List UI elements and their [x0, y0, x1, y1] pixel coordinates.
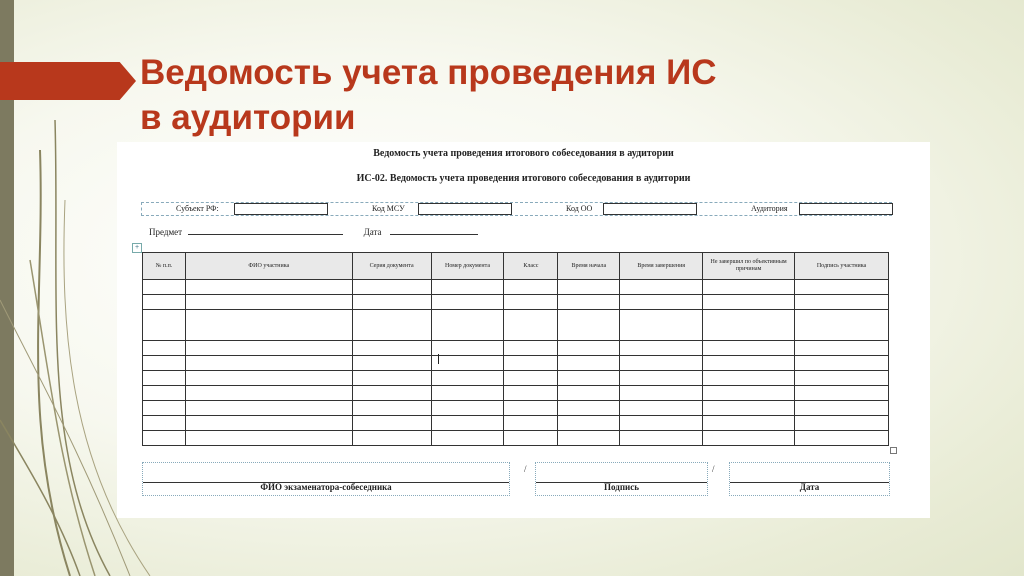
subject-line [188, 226, 343, 235]
oo-code-box [603, 203, 697, 215]
col-not-finished: Не завершил по объективным причинам [703, 253, 795, 280]
col-signature: Подпись участника [795, 253, 889, 280]
subject-rf-label: Субъект РФ: [176, 204, 219, 213]
participants-table [142, 252, 889, 446]
oo-code-label: Код ОО [566, 204, 593, 213]
signature-footer [142, 462, 890, 496]
table-header-row [143, 253, 889, 280]
table-move-handle-icon: + [132, 243, 142, 253]
table-row [143, 310, 889, 341]
table-row [143, 371, 889, 386]
table-row [143, 416, 889, 431]
date-label: Дата [363, 227, 382, 237]
title-flag [0, 62, 136, 100]
date-line [390, 226, 478, 235]
slash-1: / [524, 464, 527, 474]
row-end-marker [890, 447, 897, 454]
footer-date-label: Дата [799, 482, 820, 492]
col-doc-number: Номер документа [431, 253, 504, 280]
table-row [143, 280, 889, 295]
table-row [143, 341, 889, 356]
document-title: Ведомость учета проведения итогового собеседования в аудитории [373, 148, 674, 159]
table-row [143, 401, 889, 416]
table-row [143, 295, 889, 310]
text-cursor [438, 354, 439, 364]
signature-label: Подпись [604, 482, 639, 492]
document-image [117, 142, 930, 518]
msu-code-label: Код МСУ [372, 204, 405, 213]
subject-rf-box [234, 203, 328, 215]
slide-title [140, 50, 717, 140]
header-fields-row [141, 202, 892, 216]
col-doc-series: Серия документа [352, 253, 431, 280]
col-number: № п.п. [143, 253, 186, 280]
room-box [799, 203, 893, 215]
subject-date-row [149, 226, 478, 237]
date-cell [729, 462, 890, 496]
subject-label: Предмет [149, 227, 183, 237]
slash-2: / [712, 464, 715, 474]
col-fio: ФИО участника [185, 253, 352, 280]
slide-title-line1: Ведомость учета проведения ИС [140, 53, 717, 92]
col-start-time: Время начала [558, 253, 620, 280]
table-row [143, 356, 889, 371]
examiner-label: ФИО экзаменатора-собеседника [260, 482, 392, 492]
examiner-cell [142, 462, 510, 496]
col-end-time: Время завершения [620, 253, 703, 280]
table-row [143, 431, 889, 446]
msu-code-box [418, 203, 512, 215]
slide-title-line2: в аудитории [140, 98, 356, 137]
table-row [143, 386, 889, 401]
signature-cell [535, 462, 708, 496]
room-label: Аудитория [751, 204, 788, 213]
col-class: Класс [504, 253, 558, 280]
document-subtitle: ИС-02. Ведомость учета проведения итогового собеседования в аудитории [356, 173, 691, 184]
